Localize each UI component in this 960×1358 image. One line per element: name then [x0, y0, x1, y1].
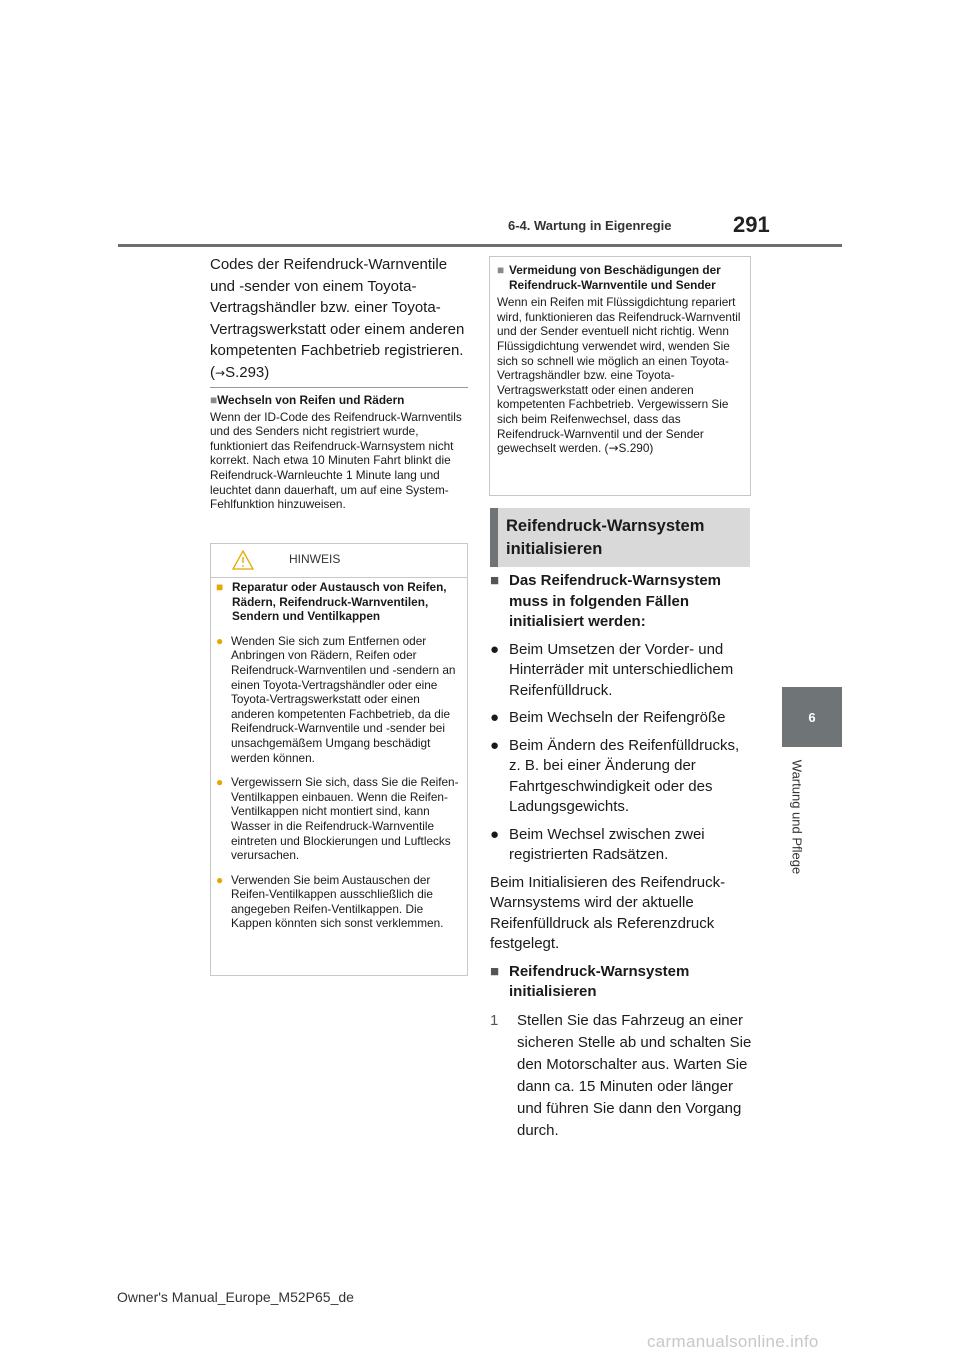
caution-content	[497, 263, 741, 456]
hinweis-content	[216, 580, 460, 931]
chapter-number: 6	[808, 709, 816, 725]
square-bullet-icon: ■	[216, 580, 224, 594]
bullet-dot-icon: ●	[490, 736, 500, 754]
chapter-title	[786, 757, 808, 877]
hinweis-bullet: ● Vergewissern Sie sich, dass Sie die Reifen-Ventilkappen einbauen. Wenn die Reifen-Ventilkappen nicht montiert sind, kann Wasser in die Reifendruck-Warnventile eintreten und Blockierungen und Luftlecks verursachen.	[216, 775, 459, 863]
bullet-dot-icon: ●	[216, 633, 224, 648]
manual-id: Owner's Manual_Europe_M52P65_de	[117, 1289, 354, 1305]
init-heading: ■ Das Reifendruck-Warnsystem muss in folgenden Fällen initialisiert werden:	[490, 571, 752, 633]
header-divider	[118, 244, 842, 247]
procedure-heading: ■ Reifendruck-Warnsystem initialisieren	[490, 962, 752, 1003]
hinweis-heading: ■ Reparatur oder Austausch von Reifen, Rädern, Reifendruck-Warnventilen, Sendern und Ventilkappen	[216, 580, 447, 624]
initialization-section	[490, 571, 752, 1142]
caution-reference-link[interactable]: S.290)	[618, 441, 654, 456]
init-bullet: ● Beim Umsetzen der Vorder- und Hinterräder mit unterschiedlichem Reifenfülldruck.	[490, 640, 752, 702]
procedure-step	[490, 1010, 752, 1142]
tire-change-body: Wenn der ID-Code des Reifendruck-Warnventils und des Senders nicht registriert wurde, funktioniert das Reifendruck-Warnsystem nicht korrekt. Nach etwa 10 Minuten Fahrt blinkt die Reifendruck-Warnleuchte 1 Minute lang und leuchtet dann dauerhaft, um auf eine System-Fehlfunktion hinzuweisen.	[210, 409, 462, 512]
hinweis-bullet: ● Verwenden Sie beim Austauschen der Reifen-Ventilkappen ausschließlich die angegeben Reifen-Ventilkappen. Die Kappen könnten sich sonst verklemmen.	[216, 872, 444, 931]
caution-heading: ■ Vermeidung von Beschädigungen der Reifendruck-Warnventile und Sender	[497, 263, 721, 292]
step-number: 1	[490, 1011, 499, 1029]
init-paragraph: Beim Initialisieren des Reifendruck-Warnsystems wird der aktuelle Reifenfülldruck als Referenzdruck festgelegt.	[490, 873, 726, 952]
tire-change-note	[210, 393, 468, 512]
section-header: 6-4. Wartung in Eigenregie	[508, 218, 672, 233]
caution-box	[489, 256, 751, 496]
init-bullet: ● Beim Wechseln der Reifengröße	[490, 708, 752, 729]
square-bullet-icon: ■	[490, 962, 500, 980]
hinweis-label: HINWEIS	[289, 552, 341, 566]
init-bullet: ● Beim Ändern des Reifenfülldrucks, z. B. bei einer Änderung der Fahrtgeschwindigkeit oder des Ladungsgewichts.	[490, 736, 752, 818]
intro-text: Codes der Reifendruck-Warnventile und -sender von einem Toyota-Vertragshändler bzw. einer Toyota-Vertragswerkstatt oder einem anderen kompetenten Fachbetrieb registrieren.	[210, 256, 465, 360]
chapter-title-text: Wartung und Pflege	[789, 759, 805, 875]
square-bullet-icon: ■	[210, 393, 218, 407]
bullet-dot-icon: ●	[216, 872, 224, 887]
watermark: carmanualsonline.info	[647, 1332, 819, 1351]
section-title-banner	[490, 508, 750, 567]
section-title: Reifendruck-Warnsystem initialisieren	[506, 517, 705, 558]
intro-reference-link[interactable]: S.293)	[225, 363, 270, 381]
caution-body: Wenn ein Reifen mit Flüssigdichtung repariert wird, funktionieren das Reifendruck-Warnventil und der Sender eventuell nicht richtig. Wenn Flüssigdichtung verwendet wird, wenden Sie sich so schnell wie möglich an einen Toyota-Vertragshändler bzw. eine Toyota-Vertragswerkstatt oder einen anderen kompetenten Fachbetrieb. Vergewissern Sie sich beim Reifenwechsel, dass das Reifendruck-Warnventil und der Sender gewechselt werden. (→S.290)	[497, 295, 741, 456]
bullet-dot-icon: ●	[490, 640, 500, 658]
intro-paragraph: Codes der Reifendruck-Warnventile und -sender von einem Toyota-Vertragshändler bzw. einer Toyota-Vertragswerkstatt oder einem anderen kompetenten Fachbetrieb registrieren. (→S.293)	[210, 256, 465, 381]
hinweis-box	[210, 543, 468, 976]
page-number: 291	[733, 212, 770, 237]
hinweis-divider	[211, 577, 467, 578]
bullet-dot-icon: ●	[216, 775, 224, 790]
bullet-dot-icon: ●	[490, 709, 500, 726]
init-bullet: ● Beim Wechsel zwischen zwei registrierten Radsätzen.	[490, 825, 752, 866]
step-text: Stellen Sie das Fahrzeug an einer sicheren Stelle ab und schalten Sie den Motorschalter aus. Warten Sie dann ca. 15 Minuten oder länger und führen Sie dann den Vorgang durch.	[517, 1011, 752, 1139]
arrow-right-icon: →	[608, 441, 619, 456]
hinweis-bullet: ● Wenden Sie sich zum Entfernen oder Anbringen von Rädern, Reifen oder Reifendruck-Warnventilen und -sendern an einen Toyota-Vertragshändler oder eine Toyota-Vertragswerkstatt oder einen anderen kompetenten Fachbetrieb, da die Reifendruck-Warnventile und -sender bei unsachgemäßem Umgang beschädigt werden können.	[216, 633, 456, 765]
arrow-right-icon: →	[215, 365, 226, 380]
section-divider	[210, 387, 468, 388]
chapter-tab	[782, 687, 842, 747]
tire-change-heading: ■Wechseln von Reifen und Rädern	[210, 393, 405, 407]
warning-triangle-icon	[232, 550, 254, 570]
square-bullet-icon: ■	[490, 572, 500, 589]
bullet-dot-icon: ●	[490, 825, 500, 843]
square-bullet-icon: ■	[497, 263, 505, 277]
